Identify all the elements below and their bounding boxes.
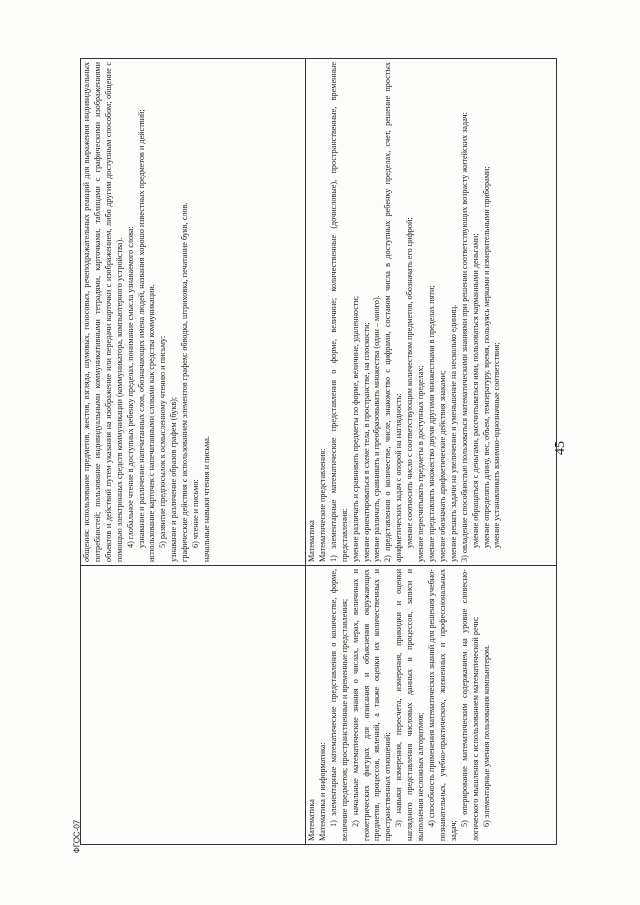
top-left-cell [81,566,306,845]
paragraph: 4) глобальное чтение в доступных ребенку пределах, понимание смысла узнаваемого слова: [125,226,135,548]
paragraph: умение различать, сравнивать и преобразовывать множества (один – много). [372,295,382,562]
bottom-right-cell [306,59,557,566]
paragraph: умение соотносить число с соответствующим количеством предметов, обозначать его цифрой; [405,217,415,548]
table-row-bottom [306,59,557,845]
paragraph: 2) представления о количестве, числе, знакомство с цифрами, составом числа в доступных ребенку пределах, счет, решение простых арифметических задач с опорой на наглядность: [383,62,404,562]
paragraph: 1) элементарные математические представления о форме, величине; количественные (дочисловые), пространственные, временные представления: [328,62,349,562]
paragraph: 3) навыки измерения, пересчета, измерения, прикидки и оценки наглядного представления числовых данных и процессов, записи и выполнения несложных алгоритмов; [394,569,426,841]
standards-table [80,58,557,845]
subsection-heading: Математические представления: [317,448,327,562]
paragraph: умение обращаться с деньгами, рассчитываться ими, пользоваться карманными деньгами; [470,233,480,548]
rotated-table-frame [80,62,558,845]
paragraph: умение ориентироваться в схеме тела, в пространстве, на плоскости; [361,322,371,562]
paragraph: 1) элементарные математические представления о количестве, форме, величине предметов; пространственные и временные представления; [328,569,349,841]
paragraph: умение пересчитывать предметы в доступных пределах; [416,365,426,562]
paragraph: использование карточек с напечатанными словами как средства коммуникации. [147,284,157,562]
paragraph: узнавание и различение напечатанных слов, обозначающих имена людей, названия хорошо известных предметов и действий; [136,109,146,548]
paragraph: 6) элементарные умения пользования компьютером. [481,644,491,827]
paragraph: 5) оперирование математическим содержанием на уровне словесно-логического мышления с использованием математической речи; [459,569,480,841]
section-heading: Математика [307,799,316,841]
paragraph: 4) способность применения математических знаний для решения учебно-познавательных, учебно-практических, жизненных и профессиональных задач; [426,569,458,841]
paragraph: умение представлять множество двумя другими множествами в пределах пяти; [426,285,436,562]
paragraph: 6) чтение и письмо: [191,479,201,548]
paragraph: узнавание и различение образов графем (букв); [169,396,179,562]
page-number: 45 [553,441,568,455]
paragraph: 2) начальные математические знания о числах, мерах, величинах и геометрических фигурах для описания и объяснения окружающих предметов, процессов, явлений, а также оценки их количественных и пространственных отношений; [350,569,393,841]
paragraph: умение решать задачи на увеличение и уменьшение на несколько единиц. [448,304,458,562]
footer-code: ФГОС-07 [72,819,82,854]
top-right-cell [81,59,306,566]
paragraph: 3) овладение способностью пользоваться математическими знаниями при решении соответствующих возрасту житейских задач: [459,112,469,562]
paragraph: умение обозначать арифметические действия знаками; [437,370,447,562]
paragraph: общения: использование предметов, жестов, взгляда, шумовых, голосовых, речеподражательных реакций для выражения индивидуальных потребностей; пользование индивидуальными коммуникативными тетрадями, карточками, таблицами с графическими изображениями объектов и действий путем указания на изображение или передачи карточки с изображением, либо другим доступным способом; общение с помощью электронных средств коммуникации (коммуникатора, компьютерного устройства). [82,62,124,562]
paragraph: умение определять длину, вес, объем, температуру, время, пользуясь мерками и измерительными приборами; [481,166,491,548]
bottom-left-cell [306,566,557,845]
section-heading: Математика [307,520,316,562]
paragraph: графические действия с использованием элементов графем: обводка, штриховка, печатание букв, слов. [180,202,190,562]
table-row-top [81,59,306,845]
paragraph: умение устанавливать взаимно-однозначные соответствия; [492,342,502,548]
paragraph: начальные навыки чтения и письма. [201,436,211,562]
subsection-heading: Математика и информатика: [317,742,327,841]
paragraph: 5) развитие предпосылок к осмысленному чтению и письму: [158,335,168,548]
paragraph: умение различать и сравнивать предметы по форме, величине, удаленности; [350,295,360,562]
